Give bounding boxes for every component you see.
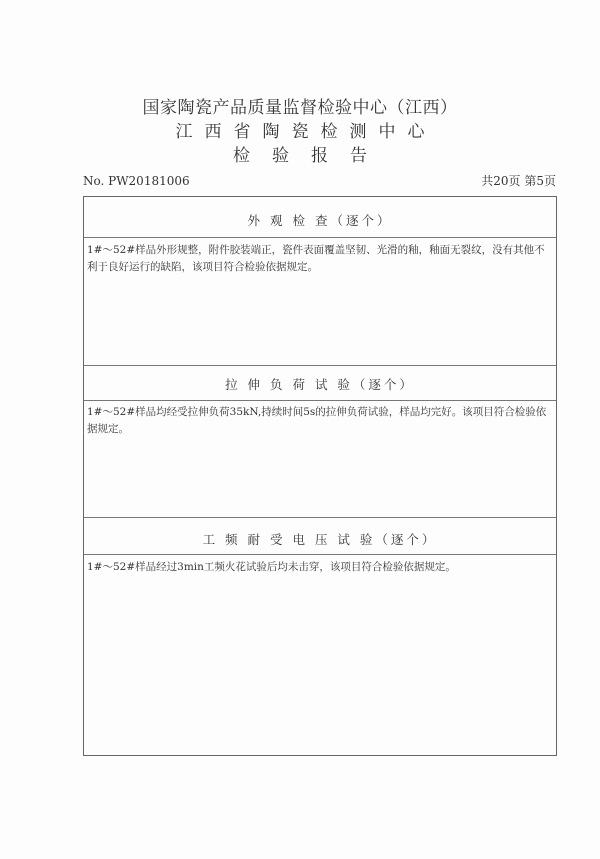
inspection-table bbox=[83, 196, 557, 756]
header-institution: 国家陶瓷产品质量监督检验中心（江西） bbox=[142, 98, 458, 118]
section-title-tensile: 拉 伸 负 荷 试 验（逐个） bbox=[225, 377, 415, 392]
section-content-voltage: 1#～52#样品经过3min工频火花试验后均未击穿，该项目符合检验依据规定。 bbox=[87, 561, 456, 573]
header-center: 江西省陶瓷检测中心 bbox=[175, 122, 437, 142]
header-report-title: 检验报告 bbox=[233, 146, 389, 166]
section-title-appearance: 外 观 检 查（逐个） bbox=[247, 213, 393, 228]
page-info: 共20页 第5页 bbox=[481, 174, 556, 188]
table-divider bbox=[84, 237, 556, 238]
table-divider bbox=[84, 554, 556, 555]
table-divider bbox=[84, 517, 556, 518]
report-number: No. PW20181006 bbox=[83, 174, 190, 188]
table-divider bbox=[84, 400, 556, 401]
section-content-tensile: 1#～52#样品均经受拉伸负荷35kN,持续时间5s的拉伸负荷试验，样品均完好。该项目符合检验依据规定。 bbox=[87, 406, 547, 435]
section-title-voltage: 工 频 耐 受 电 压 试 验（逐个） bbox=[202, 532, 438, 547]
section-content-appearance: 1#～52#样品外形规整，附件胶装端正，瓷件表面覆盖坚韧、光滑的釉，釉面无裂纹，没有其他不利于良好运行的缺陷，该项目符合检验依据规定。 bbox=[87, 244, 545, 273]
table-divider bbox=[84, 365, 556, 366]
